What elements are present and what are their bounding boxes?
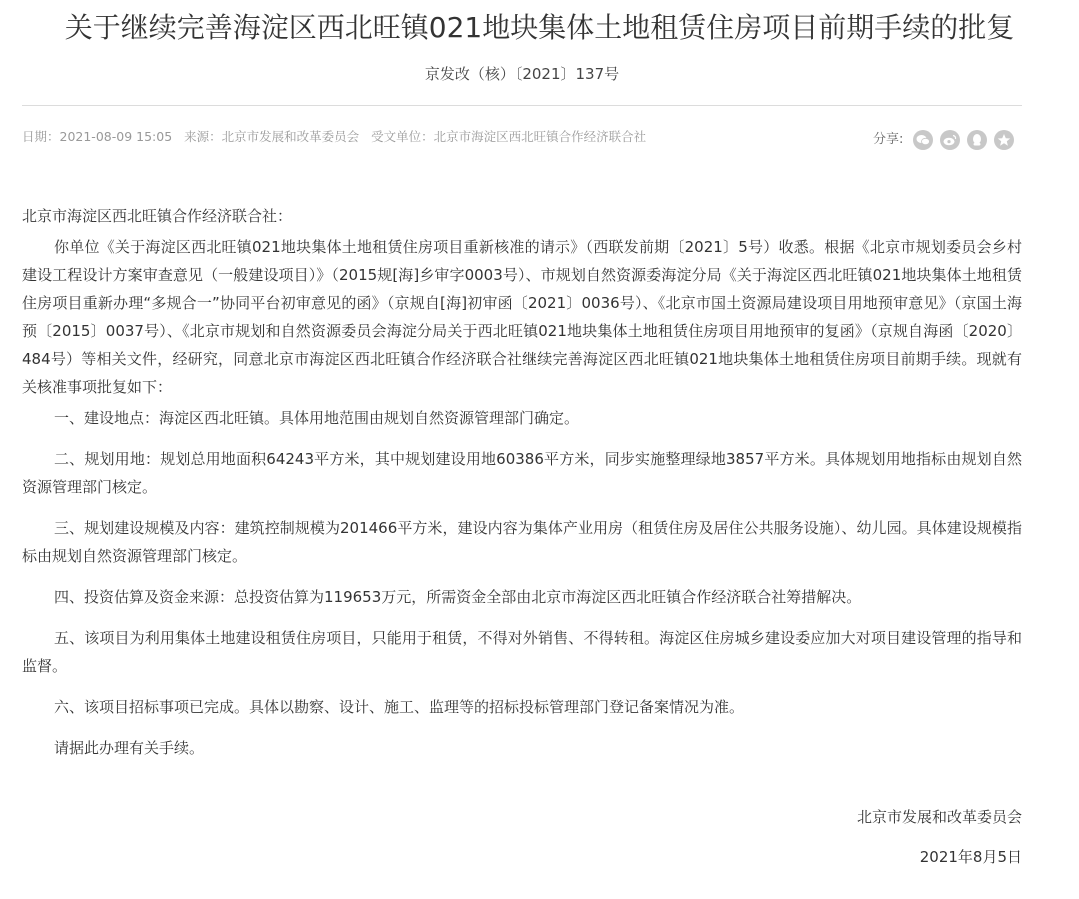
page-title: 关于继续完善海淀区西北旺镇021地块集体土地租赁住房项目前期手续的批复 — [64, 11, 1015, 44]
item-paragraph: 五、该项目为利用集体土地建设租赁住房项目，只能用于租赁，不得对外销售、不得转租。海淀区住房城乡建设委应加大对项目建设管理的指导和监督。 — [22, 629, 1022, 675]
share-bar — [873, 128, 1021, 152]
source: 来源：北京市发展和改革委员会 — [184, 129, 360, 144]
item-paragraph: 二、规划用地：规划总用地面积64243平方米，其中规划建设用地60386平方米，同步实施整理绿地3857平方米。具体规划用地指标由规划自然资源管理部门核定。 — [22, 450, 1022, 496]
closing-paragraph: 请据此办理有关手续。 — [54, 739, 205, 757]
meta-info — [22, 127, 654, 147]
weibo-icon[interactable] — [940, 130, 960, 150]
publish-date: 日期：2021-08-09 15:05 — [22, 129, 173, 144]
intro-paragraph: 你单位《关于海淀区西北旺镇021地块集体土地租赁住房项目重新核准的请示》（西联发前期〔2021〕5号）收悉。根据《北京市规划委员会乡村建设工程设计方案审查意见（一般建设项目）》（2015规[海]乡审字0003号）、市规划自然资源委海淀分局《关于海淀区西北旺镇021地块集体土地租赁住房项目重新办理“多规合一”协同平台初审意见的函》（京规自[海]初审函〔2021〕0036号）、《北京市国土资源局建设项目用地预审意见》（京国土海预〔2015〕0037号）、《北京市规划和自然资源委员会海淀分局关于西北旺镇021地块集体土地租赁住房项目用地预审的复函》（京规自海函〔2020〕484号）等相关文件，经研究，同意北京市海淀区西北旺镇合作经济联合社继续完善海淀区西北旺镇021地块集体土地租赁住房项目前期手续。现就有关核准事项批复如下： — [22, 238, 1022, 396]
item-paragraph: 四、投资估算及资金来源：总投资估算为119653万元，所需资金全部由北京市海淀区西北旺镇合作经济联合社筹措解决。 — [54, 588, 862, 606]
document-number: 京发改（核）〔2021〕137号 — [424, 65, 620, 83]
item-paragraph: 一、建设地点：海淀区西北旺镇。具体用地范围由规划自然资源管理部门确定。 — [54, 409, 580, 427]
share-label: 分享: — [873, 132, 904, 147]
qq-icon[interactable] — [967, 130, 987, 150]
item-paragraph: 六、该项目招标事项已完成。具体以勘察、设计、施工、监理等的招标投标管理部门登记备案情况为准。 — [54, 698, 745, 716]
item-paragraph: 三、规划建设规模及内容：建筑控制规模为201466平方米，建设内容为集体产业用房（租赁住房及居住公共服务设施）、幼儿园。具体建设规模指标由规划自然资源管理部门核定。 — [22, 519, 1022, 565]
document-body — [22, 202, 1022, 775]
issuer-signature: 北京市发展和改革委员会 — [856, 808, 1022, 826]
qzone-icon[interactable] — [994, 130, 1014, 150]
header-divider — [22, 105, 1022, 106]
issue-date: 2021年8月5日 — [919, 848, 1022, 866]
salutation: 北京市海淀区西北旺镇合作经济联合社： — [22, 207, 293, 225]
wechat-icon[interactable] — [913, 130, 933, 150]
recipient: 受文单位：北京市海淀区西北旺镇合作经济联合社 — [371, 129, 647, 144]
